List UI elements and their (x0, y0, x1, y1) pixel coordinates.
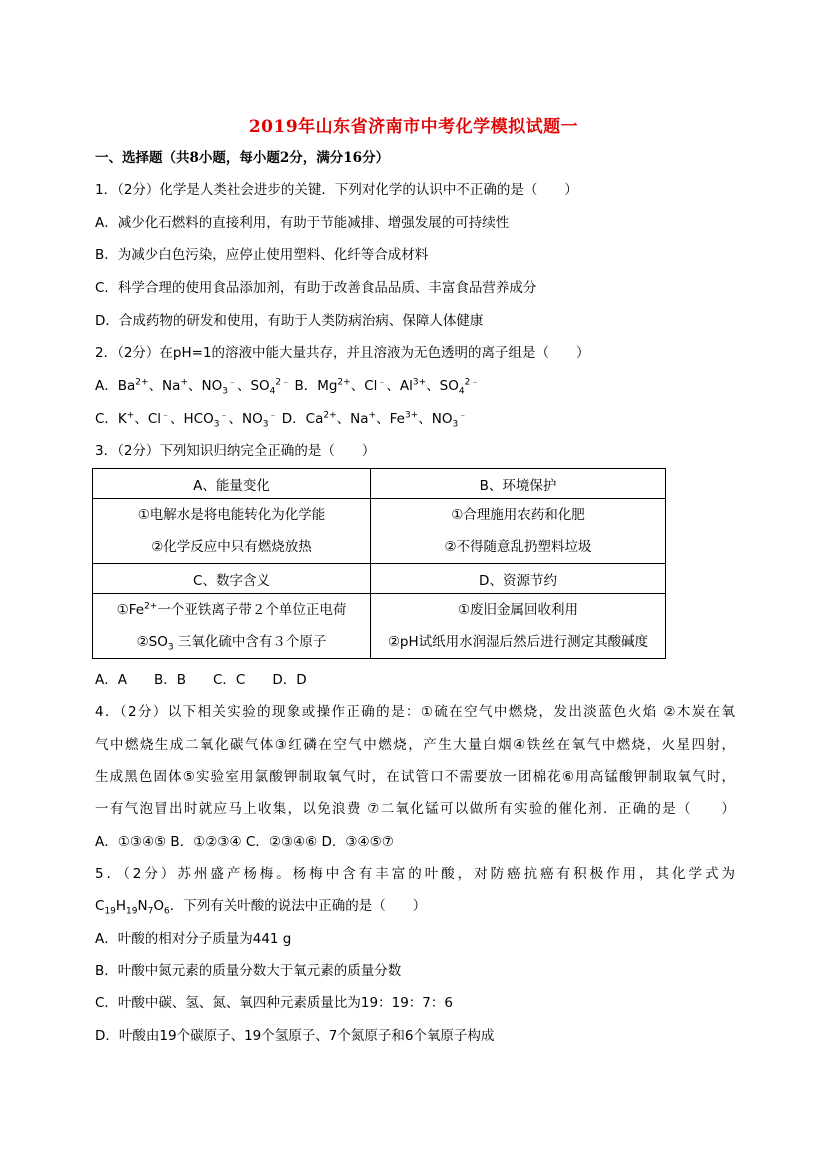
table-header-c: C、数字含义 (93, 564, 371, 594)
q4-options: A．①③④⑤ B．①②③④ C．②③④⑥ D．③④⑤⑦ (95, 834, 394, 850)
q5-option-c: C．叶酸中碳、氢、氮、氧四种元素质量比为19：19：7：6 (95, 995, 453, 1011)
q1-option-c: C．科学合理的使用食品添加剂，有助于改善食品品质、丰富食品营养成分 (95, 280, 537, 296)
table-header-d: D、资源节约 (371, 564, 666, 594)
section-heading: 一、选择题（共8小题，每小题2分，满分16分） (95, 150, 390, 166)
q4-line-4: 一有气泡冒出时就应马上收集，以免浪费 ⑦二氧化锰可以做所有实验的催化剂．正确的是（ ） (95, 801, 735, 817)
table-cell-b: ①合理施用农药和化肥 ②不得随意乱扔塑料垃圾 (371, 499, 666, 564)
q5-option-a: A．叶酸的相对分子质量为441 g (95, 931, 292, 947)
q5-line-2: $C_{19}H_{19}N_7O_6$．下列有关叶酸的说法中正确的是（ ） (95, 898, 427, 917)
q2-options-cd: C．K+、Cl﹣、$HCO_3^﹣$、$NO_3^﹣$ D．$Ca^{2+}$、Na+、$Fe^{3+}$、$NO_3^﹣$ (95, 410, 468, 430)
q4-line-3: 生成黑色固体⑤实验室用氯酸钾制取氧气时，在试管口不需要放一团棉花⑥用高锰酸钾制取氧气时， (95, 769, 735, 785)
table-header-b: B、环境保护 (371, 469, 666, 499)
q1-option-a: A．减少化石燃料的直接利用，有助于节能减排、增强发展的可持续性 (95, 215, 510, 231)
q5-option-b: B．叶酸中氮元素的质量分数大于氧元素的质量分数 (95, 963, 402, 979)
q2-options-ab: A．$Ba^{2+}$、Na+、$NO_3^﹣$、$SO_4^{2﹣}$ B．$Mg^{2+}$、Cl﹣、$Al^{3+}$、$SO_4^{2﹣}$ (95, 377, 480, 397)
q4-line-2: 气中燃烧生成二氧化碳气体③红磷在空气中燃烧，产生大量白烟④铁丝在氧气中燃烧，火星四射， (95, 737, 735, 753)
knowledge-table (92, 468, 666, 659)
q4-line-1: 4．（2分）以下相关实验的现象或操作正确的是：①硫在空气中燃烧，发出淡蓝色火焰 ②木炭在氧 (95, 704, 735, 720)
q1-option-b: B．为减少白色污染，应停止使用塑料、化纤等合成材料 (95, 247, 429, 263)
table-cell-d: ①废旧金属回收利用 ②pH试纸用水润湿后然后进行测定其酸碱度 (371, 594, 666, 659)
q1-stem: 1．（2分）化学是人类社会进步的关键．下列对化学的认识中不正确的是（ ） (95, 182, 578, 198)
q2-stem: 2．（2分）在pH=1的溶液中能大量共存，并且溶液为无色透明的离子组是（ ） (95, 345, 590, 361)
table-cell-a: ①电解水是将电能转化为化学能 ②化学反应中只有燃烧放热 (93, 499, 371, 564)
page-title: 2019年山东省济南市中考化学模拟试题一 (248, 117, 579, 137)
q5-line-1: 5．（2分）苏州盛产杨梅。杨梅中含有丰富的叶酸，对防癌抗癌有积极作用，其化学式为 (95, 866, 735, 882)
table-cell-c: $①Fe^{2+}$一个亚铁离子带２个单位正电荷 $②SO_3$ 三氧化硫中含有３个原子 (93, 594, 371, 659)
q3-options: A．A B．B C．C D．D (95, 672, 307, 688)
table-header-a: A、能量变化 (93, 469, 371, 499)
q3-stem: 3．（2分）下列知识归纳完全正确的是（ ） (95, 443, 376, 459)
q1-option-d: D．合成药物的研发和使用，有助于人类防病治病、保障人体健康 (95, 313, 484, 329)
q5-option-d: D．叶酸由19个碳原子、19个氢原子、7个氮原子和6个氧原子构成 (95, 1028, 495, 1044)
